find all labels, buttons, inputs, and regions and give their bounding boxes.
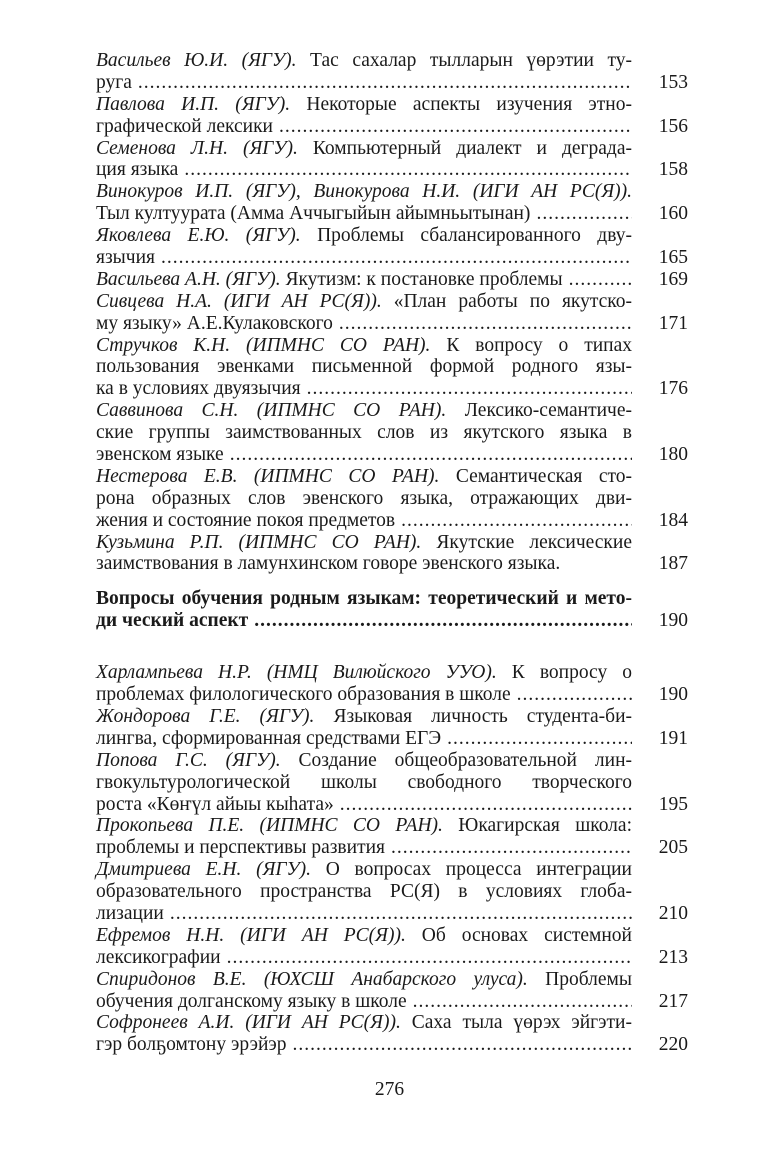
entry-line xyxy=(96,269,632,291)
entry-line-text xyxy=(96,181,632,202)
page-number: 276 xyxy=(374,1079,405,1100)
entry-title: ка в условиях двуязычия xyxy=(96,378,301,400)
entry-author: Прокопьева П.Е. (ИПМНС СО РАН). xyxy=(96,815,443,837)
entry-line xyxy=(96,662,632,684)
entry-line xyxy=(96,356,632,378)
entry-title: лизации xyxy=(96,902,164,924)
entry-line-text xyxy=(96,203,530,225)
entry-line-text xyxy=(96,313,333,335)
entry-line xyxy=(96,400,632,422)
entry-line-text xyxy=(96,969,632,990)
entry-line-text xyxy=(96,510,395,532)
entry-page-number: 184 xyxy=(658,509,688,531)
entry-line-text xyxy=(96,815,632,836)
entry-line xyxy=(96,991,632,1013)
entry-page-number: 156 xyxy=(658,115,688,137)
dot-leader xyxy=(293,1034,632,1056)
entry-title: проблемах филологического образования в школе xyxy=(96,684,511,706)
entry-author: Павлова И.П. (ЯГУ). xyxy=(96,93,291,115)
entry-line xyxy=(96,1034,632,1056)
toc-entry xyxy=(96,181,688,225)
entry-line-text xyxy=(96,588,632,609)
entry-title: Проблемы сбалансированного дву- xyxy=(300,225,632,247)
entry-title: графической лексики xyxy=(96,115,273,137)
toc-entry xyxy=(96,815,688,859)
entry-author: Кузьмина Р.П. (ИПМНС СО РАН). xyxy=(96,531,422,553)
entry-line xyxy=(96,444,632,466)
dot-leader xyxy=(161,247,632,269)
entry-author: Стручков К.Н. (ИПМНС СО РАН). xyxy=(96,334,431,356)
entry-line xyxy=(96,466,632,488)
entry-line-text xyxy=(96,72,132,94)
entry-title: Тас сахалар тылларын үөрэтии ту- xyxy=(296,50,632,71)
entry-title: Лексико-семантиче- xyxy=(446,400,633,422)
entry-line-text xyxy=(96,50,632,71)
entry-page-number: 217 xyxy=(658,990,688,1012)
entry-line-text xyxy=(96,610,248,632)
entry-title: лингва, сформированная средствами ЕГЭ xyxy=(96,727,442,749)
entry-line xyxy=(96,335,632,357)
entry-line-text xyxy=(96,859,632,880)
section-heading xyxy=(96,588,688,632)
entry-page-number: 187 xyxy=(658,553,688,575)
entry-title: Компьютерный диалект и деграда- xyxy=(297,137,633,159)
toc-entry xyxy=(96,859,688,925)
entry-title: образовательного пространства РС(Я) в условиях глоба- xyxy=(96,881,632,903)
entry-line-text xyxy=(96,706,632,727)
dot-leader xyxy=(517,684,632,706)
toc-entry xyxy=(96,400,688,466)
entry-line-text xyxy=(96,684,511,706)
entry-page-number: 176 xyxy=(658,378,688,400)
entry-title: Якутизм: к постановке проблемы xyxy=(280,268,563,290)
toc-entry xyxy=(96,662,688,706)
entry-line xyxy=(96,138,632,160)
entry-line-text xyxy=(96,138,632,159)
entry-line-text xyxy=(96,553,560,575)
entry-page-number: 220 xyxy=(658,1034,688,1056)
entry-title: язычия xyxy=(96,247,155,269)
entry-line-text xyxy=(96,947,221,969)
entry-title: Саха тыла үөрэх эйгэти- xyxy=(400,1012,632,1034)
entry-line-text xyxy=(96,750,632,771)
entry-page-number: 191 xyxy=(658,727,688,749)
entry-line-text xyxy=(96,247,155,269)
entry-page-number: 180 xyxy=(658,444,688,466)
entry-title: К вопросу о типах xyxy=(430,334,632,356)
entry-line xyxy=(96,510,632,532)
toc-entry xyxy=(96,706,688,750)
toc-entry xyxy=(96,969,688,1013)
entry-line-text xyxy=(96,444,224,466)
entry-line xyxy=(96,815,632,837)
entry-title: обучения долганскому языку в школе xyxy=(96,990,407,1012)
entry-line xyxy=(96,50,632,72)
toc-entry xyxy=(96,1012,688,1056)
entry-page-number: 195 xyxy=(658,793,688,815)
dot-leader xyxy=(391,837,632,859)
entry-title: «План работы по якутско- xyxy=(381,290,632,312)
entry-line-text xyxy=(96,488,632,509)
dot-leader xyxy=(536,203,632,225)
entry-author: Нестерова Е.В. (ИПМНС СО РАН). xyxy=(96,465,440,487)
entry-line-text xyxy=(96,881,632,902)
entry-line-text xyxy=(96,772,632,793)
entry-line xyxy=(96,247,632,269)
entry-line-text xyxy=(96,466,632,487)
entry-line-text xyxy=(96,991,407,1013)
toc-entry xyxy=(96,925,688,969)
entry-line xyxy=(96,422,632,444)
entry-author: Яковлева Е.Ю. (ЯГУ). xyxy=(96,225,301,247)
toc-entry xyxy=(96,532,688,576)
entry-line xyxy=(96,925,632,947)
toc-entry xyxy=(96,750,688,816)
entry-line xyxy=(96,488,632,510)
entry-line xyxy=(96,728,632,750)
entry-line xyxy=(96,794,632,816)
entry-line-text xyxy=(96,728,441,750)
entry-line-text xyxy=(96,422,632,443)
entry-title: роста «Көҥүл айыы кыһата» xyxy=(96,793,334,815)
dot-leader xyxy=(227,947,632,969)
entry-line xyxy=(96,750,632,772)
entry-author: Жондорова Г.Е. (ЯГУ). xyxy=(96,705,315,727)
entry-page-number: 160 xyxy=(658,203,688,225)
entry-page-number: 205 xyxy=(658,837,688,859)
dot-leader xyxy=(339,313,632,335)
entry-title: Якутские лексические xyxy=(421,531,632,553)
toc-entry xyxy=(96,335,688,401)
dot-leader xyxy=(254,610,632,632)
entry-page-number: 165 xyxy=(658,247,688,269)
toc-entry xyxy=(96,225,688,269)
entry-page-number: 158 xyxy=(658,159,688,181)
entry-title: эвенском языке xyxy=(96,444,224,466)
entry-line xyxy=(96,947,632,969)
entry-title: Проблемы xyxy=(527,968,632,990)
entry-line-text xyxy=(96,291,632,312)
entry-author: Сивцева Н.А. (ИГИ АН РС(Я)). xyxy=(96,290,382,312)
entry-line xyxy=(96,532,632,554)
entry-title: К вопросу о xyxy=(496,662,632,684)
dot-leader xyxy=(279,116,632,138)
dot-leader xyxy=(184,159,632,181)
entry-line-text xyxy=(96,837,385,859)
entry-title: руга xyxy=(96,71,132,93)
entry-line-text xyxy=(96,903,164,925)
entry-line xyxy=(96,859,632,881)
entry-title: ские группы заимствованных слов из якутского языка в xyxy=(96,422,632,444)
entry-title: заимствования в ламунхинском говоре эвенского языка. xyxy=(96,553,561,575)
table-of-contents xyxy=(96,50,688,1056)
entry-page-number: 190 xyxy=(658,610,688,632)
entry-line xyxy=(96,553,632,575)
entry-line xyxy=(96,837,632,859)
entry-page-number: 171 xyxy=(658,312,688,334)
entry-line-text xyxy=(96,335,632,356)
entry-line-text xyxy=(96,794,334,816)
entry-page-number: 213 xyxy=(658,946,688,968)
entry-line-text xyxy=(96,400,632,421)
entry-line-text xyxy=(96,116,273,138)
entry-line-text xyxy=(96,1034,287,1056)
entry-line-text xyxy=(96,269,563,291)
entry-line xyxy=(96,706,632,728)
toc-entry xyxy=(96,291,688,335)
entry-line xyxy=(96,159,632,181)
entry-line-text xyxy=(96,94,632,115)
entry-page-number: 210 xyxy=(658,902,688,924)
entry-line-text xyxy=(96,925,632,946)
entry-author: Васильева А.Н. (ЯГУ). xyxy=(96,268,281,290)
entry-line-text xyxy=(96,532,632,553)
entry-title: Юкагирская школа: xyxy=(442,815,632,837)
entry-title: Тыл култуурата (Амма Аччыгыйын айымньытынан) xyxy=(96,203,531,225)
entry-line xyxy=(96,378,632,400)
entry-page-number: 169 xyxy=(658,268,688,290)
dot-leader xyxy=(307,378,632,400)
dot-leader xyxy=(170,903,632,925)
entry-author: Ефремов Н.Н. (ИГИ АН РС(Я)). xyxy=(96,924,406,946)
entry-line xyxy=(96,291,632,313)
dot-leader xyxy=(569,269,632,291)
entry-page-number: 190 xyxy=(658,684,688,706)
toc-entry xyxy=(96,50,688,94)
entry-title: пользования эвенками письменной формой родного язы- xyxy=(96,356,632,378)
entry-title: Создание общеобразовательной лин- xyxy=(280,749,632,771)
dot-leader xyxy=(401,510,632,532)
entry-line xyxy=(96,588,632,610)
entry-title: проблемы и перспективы развития xyxy=(96,837,386,859)
entry-author: Харлампьева Н.Р. (НМЦ Вилюйского УУО). xyxy=(96,662,497,684)
entry-line xyxy=(96,203,632,225)
entry-line xyxy=(96,94,632,116)
entry-title: О вопросах процесса интеграции xyxy=(311,859,632,881)
entry-title: Об основах системной xyxy=(405,924,632,946)
entry-line xyxy=(96,225,632,247)
entry-title: гэр болҕомтону эрэйэр xyxy=(96,1034,287,1056)
entry-line xyxy=(96,903,632,925)
entry-author: Саввинова С.Н. (ИПМНС СО РАН). xyxy=(96,400,447,422)
dot-leader xyxy=(447,728,632,750)
entry-line-text xyxy=(96,1012,632,1033)
entry-line-text xyxy=(96,356,632,377)
entry-author: Попова Г.С. (ЯГУ). xyxy=(96,749,281,771)
toc-entry xyxy=(96,269,688,291)
entry-title: Вопросы обучения родным языкам: теоретический и мето- xyxy=(96,588,632,610)
entry-line xyxy=(96,881,632,903)
entry-line xyxy=(96,969,632,991)
entry-line xyxy=(96,116,632,138)
entry-line xyxy=(96,313,632,335)
entry-line xyxy=(96,1012,632,1034)
entry-line xyxy=(96,72,632,94)
toc-entry xyxy=(96,466,688,532)
entry-line xyxy=(96,610,632,632)
entry-title: Некоторые аспекты изучения этно- xyxy=(290,93,632,115)
dot-leader xyxy=(340,794,632,816)
entry-author: Софронеев А.И. (ИГИ АН РС(Я)). xyxy=(96,1012,401,1034)
entry-title: Языковая личность студента-би- xyxy=(314,705,633,727)
toc-entry xyxy=(96,138,688,182)
toc-entry xyxy=(96,94,688,138)
entry-title: рона образных слов эвенского языка, отражающих дви- xyxy=(96,487,632,509)
entry-author: Васильев Ю.И. (ЯГУ). xyxy=(96,50,297,71)
entry-author: Винокуров И.П. (ЯГУ), Винокурова Н.И. (ИГИ АН РС(Я)). xyxy=(96,181,632,203)
entry-line-text xyxy=(96,662,632,683)
entry-author: Спиридонов В.Е. (ЮХСШ Анабарского улуса). xyxy=(96,968,528,990)
entry-line xyxy=(96,181,632,203)
entry-title: ди ческий аспект xyxy=(96,610,249,632)
entry-line xyxy=(96,684,632,706)
entry-author: Семенова Л.Н. (ЯГУ). xyxy=(96,137,298,159)
entry-line-text xyxy=(96,225,632,246)
entry-title: ция языка xyxy=(96,159,179,181)
dot-leader xyxy=(413,991,632,1013)
entry-line-text xyxy=(96,159,178,181)
entry-title: Семантическая сто- xyxy=(439,465,632,487)
entry-title: гвокультурологической школы свободного творческого xyxy=(96,771,632,793)
entry-title: жения и состояние покоя предметов xyxy=(96,509,396,531)
entry-title: му языку» А.Е.Кулаковского xyxy=(96,312,333,334)
dot-leader xyxy=(230,444,632,466)
entry-page-number: 153 xyxy=(658,71,688,93)
entry-line-text xyxy=(96,378,301,400)
dot-leader xyxy=(138,72,632,94)
entry-line xyxy=(96,772,632,794)
entry-title: лексикографии xyxy=(96,946,221,968)
entry-author: Дмитриева Е.Н. (ЯГУ). xyxy=(96,859,311,881)
